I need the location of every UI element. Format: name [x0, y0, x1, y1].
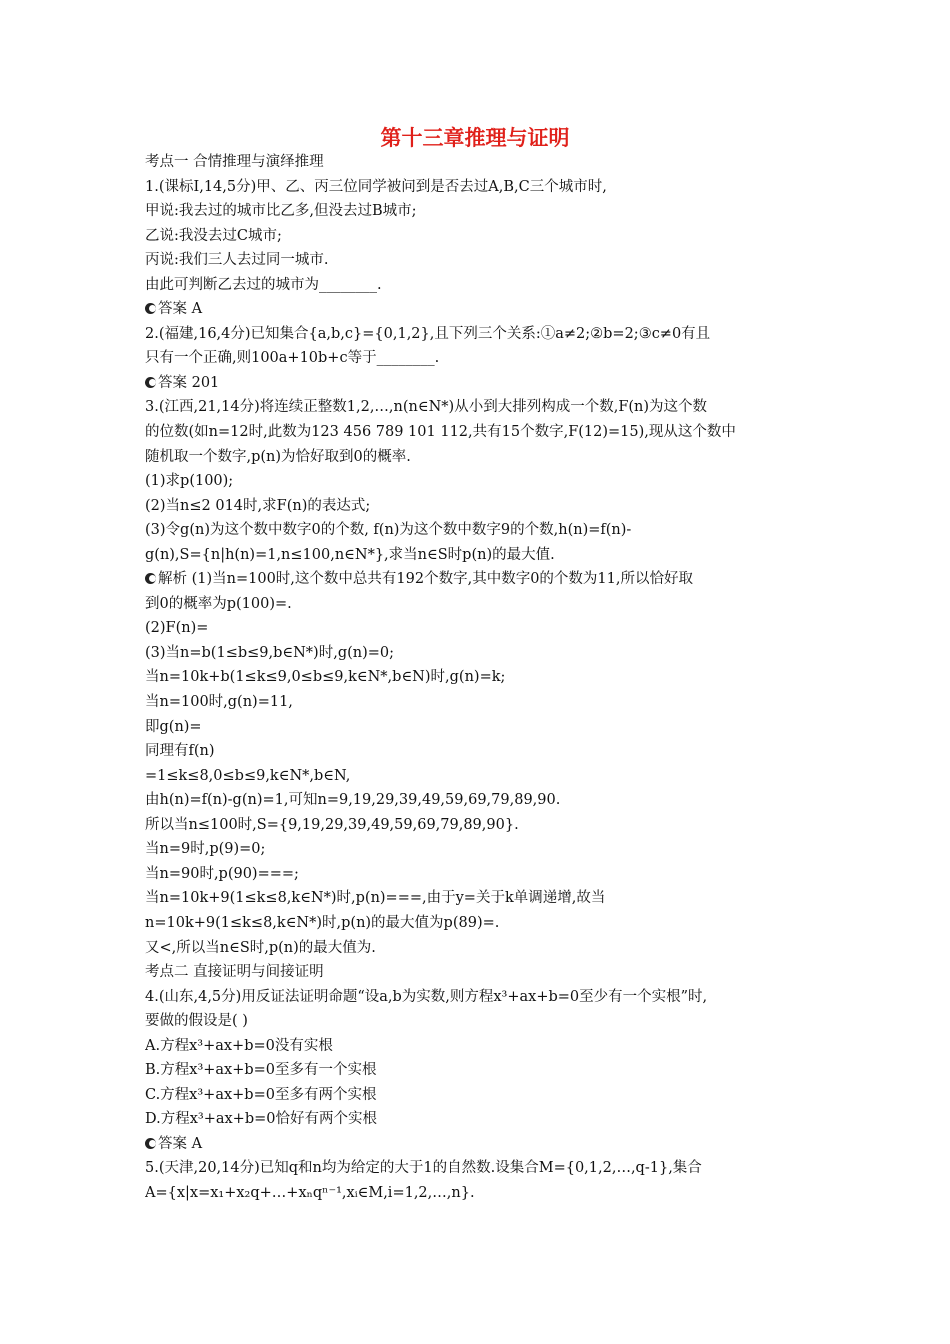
text-line [145, 936, 825, 961]
text-line [145, 764, 825, 789]
line-text: (1)求p(100); [145, 473, 234, 490]
line-text: 解析 (1)当n=100时,这个数中总共有192个数字,其中数字0的个数为11,所以恰好取 [158, 571, 693, 588]
analysis-icon [145, 573, 156, 584]
line-text: B.方程x³+ax+b=0至多有一个实根 [145, 1062, 377, 1079]
line-text: 1.(课标Ⅰ,14,5分)甲、乙、丙三位同学被问到是否去过A,B,C三个城市时, [145, 178, 607, 195]
line-text: 只有一个正确,则100a+10b+c等于________. [145, 350, 440, 367]
line-text: n=10k+9(1≤k≤8,k∈N*)时,p(n)的最大值为p(89)=. [145, 914, 500, 931]
text-line [145, 1058, 825, 1083]
chapter-title: 第十三章推理与证明 [380, 126, 570, 150]
text-line [145, 788, 825, 813]
line-text: =1≤k≤8,0≤b≤9,k∈N*,b∈N, [145, 767, 351, 784]
line-text: 丙说:我们三人去过同一城市. [145, 252, 329, 269]
text-line [145, 592, 825, 617]
text-line [145, 1009, 825, 1034]
line-text: D.方程x³+ax+b=0恰好有两个实根 [145, 1111, 377, 1128]
text-line [145, 518, 825, 543]
text-line [145, 715, 825, 740]
text-line [145, 813, 825, 838]
line-text: C.方程x³+ax+b=0至多有两个实根 [145, 1086, 377, 1103]
text-line [145, 739, 825, 764]
line-text: 当n=100时,g(n)=11, [145, 694, 293, 711]
text-line [145, 837, 825, 862]
text-line [145, 862, 825, 887]
line-text: 到0的概率为p(100)=. [145, 595, 292, 612]
document-body [145, 150, 825, 1206]
text-line [145, 960, 825, 985]
text-line [145, 1083, 825, 1108]
line-text: 同理有f(n) [145, 743, 215, 760]
text-line [145, 150, 825, 175]
line-text: 5.(天津,20,14分)已知q和n均为给定的大于1的自然数.设集合M={0,1,2,…,q-1},集合 [145, 1160, 702, 1177]
line-text: 的位数(如n=12时,此数为123 456 789 101 112,共有15个数字,F(12)=15),现从这个数中 [145, 424, 736, 441]
text-line [145, 395, 825, 420]
answer-icon [145, 303, 156, 314]
line-text: 甲说:我去过的城市比乙多,但没去过B城市; [145, 203, 417, 220]
text-line [145, 494, 825, 519]
text-line [145, 1156, 825, 1181]
text-line [145, 690, 825, 715]
line-text: 考点二 直接证明与间接证明 [145, 964, 324, 981]
text-line [145, 886, 825, 911]
text-line [145, 616, 825, 641]
text-line [145, 469, 825, 494]
text-line [145, 985, 825, 1010]
text-line [145, 567, 825, 592]
text-line [145, 1132, 825, 1157]
line-text: 3.(江西,21,14分)将连续正整数1,2,…,n(n∈N*)从小到大排列构成一个数,F(n)为这个数 [145, 399, 708, 416]
text-line [145, 1107, 825, 1132]
text-line [145, 1034, 825, 1059]
line-text: 答案 201 [158, 374, 220, 391]
text-line [145, 224, 825, 249]
line-text: 所以当n≤100时,S={9,19,29,39,49,59,69,79,89,90}. [145, 816, 519, 833]
line-text: 当n=90时,p(90)===; [145, 865, 299, 882]
text-line [145, 322, 825, 347]
line-text: 考点一 合情推理与演绎推理 [145, 154, 324, 170]
line-text: 答案 A [158, 1135, 203, 1152]
line-text: 当n=9时,p(9)=0; [145, 841, 266, 858]
text-line [145, 665, 825, 690]
line-text: 2.(福建,16,4分)已知集合{a,b,c}={0,1,2},且下列三个关系:①a≠2;②b=2;③c≠0有且 [145, 325, 711, 342]
text-line [145, 543, 825, 568]
text-line [145, 273, 825, 298]
text-line [145, 175, 825, 200]
text-line [145, 297, 825, 322]
line-text: 又<,所以当n∈S时,p(n)的最大值为. [145, 939, 376, 956]
line-text: (2)F(n)= [145, 620, 209, 637]
line-text: 由此可判断乙去过的城市为________. [145, 276, 382, 293]
line-text: 4.(山东,4,5分)用反证法证明命题“设a,b为实数,则方程x³+ax+b=0至少有一个实根”时, [145, 988, 708, 1005]
line-text: 乙说:我没去过C城市; [145, 227, 282, 244]
line-text: 当n=10k+b(1≤k≤9,0≤b≤9,k∈N*,b∈N)时,g(n)=k; [145, 669, 506, 686]
text-line [145, 371, 825, 396]
text-line [145, 248, 825, 273]
line-text: 由h(n)=f(n)-g(n)=1,可知n=9,19,29,39,49,59,69,79,89,90. [145, 792, 561, 809]
line-text: (3)令g(n)为这个数中数字0的个数, f(n)为这个数中数字9的个数,h(n)=f(n)- [145, 522, 632, 539]
line-text: 即g(n)= [145, 718, 202, 735]
line-text: 当n=10k+9(1≤k≤8,k∈N*)时,p(n)===,由于y=关于k单调递增,故当 [145, 890, 606, 907]
line-text: 答案 A [158, 301, 203, 318]
line-text: (3)当n=b(1≤b≤9,b∈N*)时,g(n)=0; [145, 644, 395, 661]
line-text: A={x|x=x₁+x₂q+…+xₙqⁿ⁻¹,xᵢ∈M,i=1,2,…,n}. [145, 1184, 475, 1201]
line-text: g(n),S={n|h(n)=1,n≤100,n∈N*},求当n∈S时p(n)的最大值. [145, 546, 555, 563]
text-line [145, 346, 825, 371]
text-line [145, 1181, 825, 1206]
text-line [145, 420, 825, 445]
text-line [145, 641, 825, 666]
text-line [145, 445, 825, 470]
line-text: 要做的假设是( ) [145, 1013, 248, 1030]
text-line [145, 199, 825, 224]
answer-icon [145, 377, 156, 388]
answer-icon [145, 1138, 156, 1149]
line-text: 随机取一个数字,p(n)为恰好取到0的概率. [145, 448, 411, 465]
text-line [145, 911, 825, 936]
line-text: A.方程x³+ax+b=0没有实根 [145, 1037, 333, 1054]
line-text: (2)当n≤2 014时,求F(n)的表达式; [145, 497, 371, 514]
